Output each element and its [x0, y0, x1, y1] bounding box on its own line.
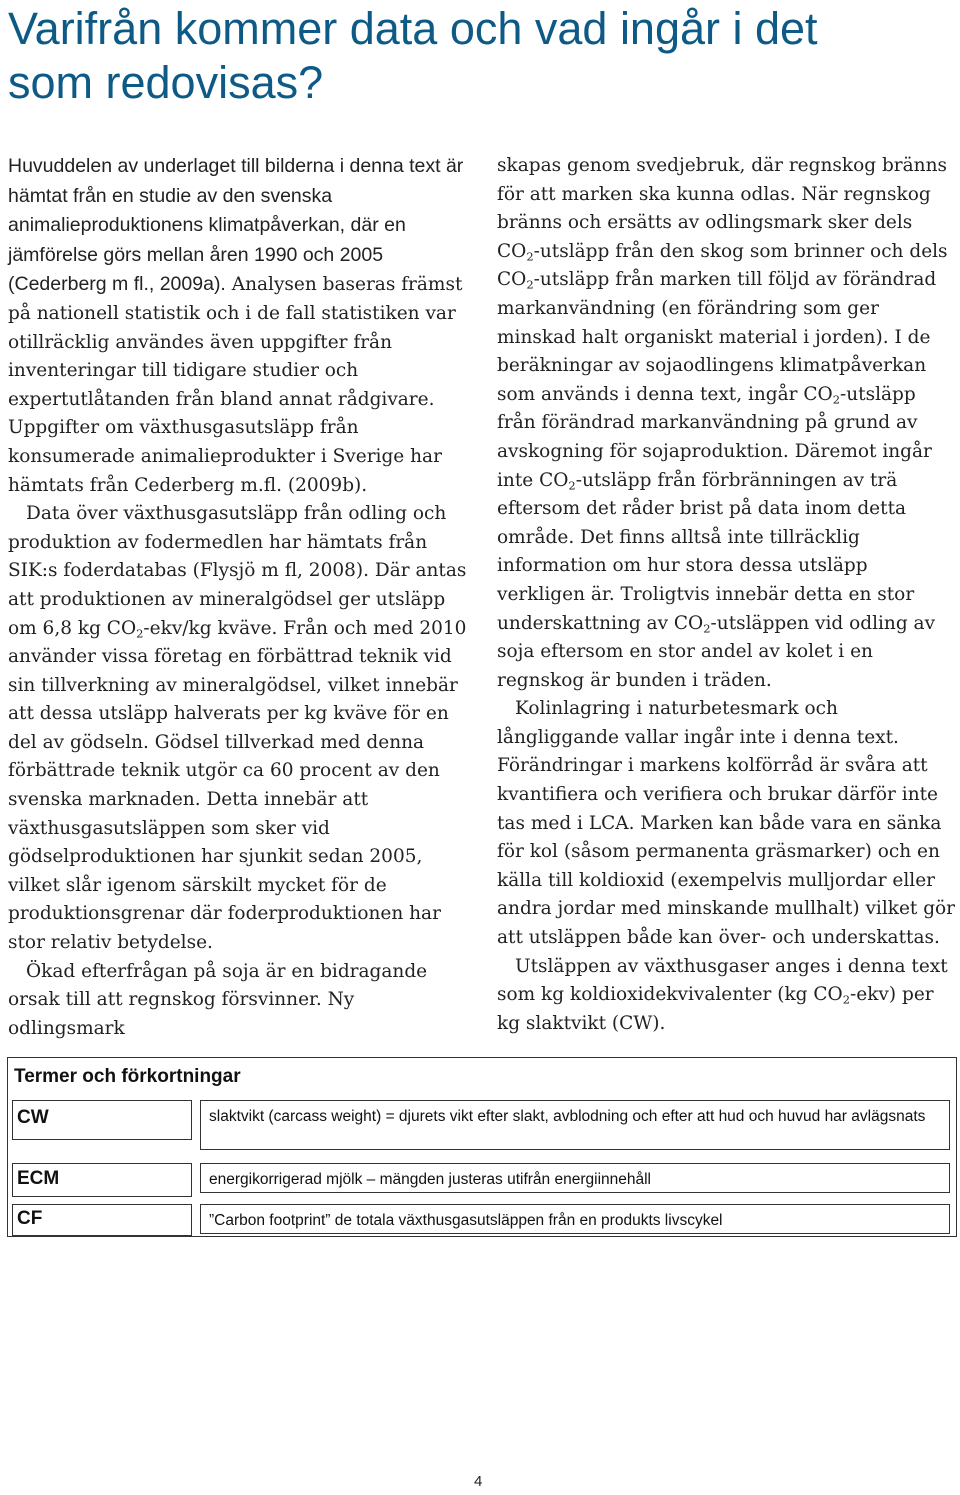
- soy-text-c: -utsläpp från marken till följd av förändrad markanvändning (en förändring som ger minskad halt organiskt material i jorden). I de beräkningar av sojaodlingens klimatpåverkan som används i denna text, ingår CO: [497, 269, 937, 405]
- co2-subscript: 2: [136, 625, 144, 640]
- feed-data-paragraph: [8, 500, 468, 958]
- soy-text-f: -utsläppen vid odling av soja eftersom en stor andel av kolet i en regnskog är bunden i träden.: [497, 612, 936, 691]
- intro-sans-text: Huvuddelen av underlaget till bilderna i denna text är hämtat från en studie av den svenska animalieproduktionens klimatpåverkan, där en jämförelse görs mellan åren 1990 och 2005 (Cederberg m fl., 2009a).: [8, 155, 464, 296]
- term-abbr-cw: CW: [12, 1100, 192, 1140]
- soy-text-a: skapas genom svedjebruk, där regnskog bränns för att marken ska kunna odlas. När regnskog bränns och ersätts av odlingsmark sker dels CO: [497, 155, 947, 262]
- terms-box: [7, 1057, 957, 1237]
- co2-subscript: 2: [703, 620, 711, 635]
- term-abbr-cf: CF: [12, 1204, 192, 1236]
- soy-paragraph-start: Ökad efterfrågan på soja är en bidragande orsak till att regnskog försvinner. Ny odlingsmark: [8, 960, 428, 1039]
- intro-serif-text: Analysen baseras främst på nationell statistik och i de fall statistiken var otillräcklig användes även uppgifter från inventeringar till tidigare studier och expertutlåtanden från bland annat rådgivare. Uppgifter om växthusgasutsläpp från konsumerade animalieprodukter i Sverige har hämtats från Cederberg m.fl. (2009b).: [8, 274, 463, 496]
- term-def-cw: slaktvikt (carcass weight) = djurets vikt efter slakt, avblodning och efter att hud och huvud har avlägsnats: [200, 1100, 950, 1150]
- feed-data-text-b: -ekv/kg kväve. Från och med 2010 använder vissa företag en förbättrad teknik vid sin tillverkning av mineralgödsel, vilket innebär att dessa utsläpp halverats per kg kväve för en del av gödseln. Gödsel tillverkad med denna förbättrade teknik utgör ca 60 procent av den svenska marknaden. Detta innebär att växthusgasutsläppen som sker vid gödselproduktionen har sjunkit sedan 2005, vilket slår igenom särskilt mycket för de produktionsgrenar där foderproduktionen har stor relativ betydelse.: [8, 617, 467, 954]
- page-title: Varifrån kommer data och vad ingår i det som redovisas?: [8, 3, 818, 108]
- term-def-ecm: energikorrigerad mjölk – mängden justeras utifrån energiinnehåll: [200, 1163, 950, 1193]
- right-column: [497, 152, 957, 1038]
- co2-subscript: 2: [526, 277, 534, 292]
- page-number: 4: [474, 1473, 483, 1490]
- co2-subscript: 2: [832, 392, 840, 407]
- soy-paragraph-continued: [497, 152, 957, 695]
- term-abbr-ecm: ECM: [12, 1163, 192, 1197]
- soy-text-e: -utsläpp från förbränningen av trä eftersom det råder brist på data inom detta område. Det finns alltså inte tillräcklig information om hur stora dessa utsläpp verkligen är. Troligtvis innebär detta en stor underskattning av CO: [497, 469, 915, 634]
- units-text-b: -ekv) per kg slaktvikt (CW).: [497, 984, 934, 1034]
- co2-subscript: 2: [526, 249, 534, 264]
- co2-subscript: 2: [568, 477, 576, 492]
- term-def-cf: ”Carbon footprint” de totala växthusgasutsläppen från en produkts livscykel: [200, 1204, 950, 1234]
- terms-heading: Termer och förkortningar: [14, 1066, 241, 1087]
- intro-paragraph: [8, 152, 468, 500]
- carbon-storage-paragraph: Kolinlagring i naturbetesmark och långliggande vallar ingår inte i denna text. Förändringar i markens kolförråd är svåra att kvantifiera och verifiera och brukar därför inte tas med i LCA. Marken kan både vara en sänka för kol (såsom permanenta gräsmarker) och en källa till koldioxid (exempelvis mulljordar eller andra jordar med minskande mullhalt) vilket gör att utsläppen både kan över- och underskattas.: [497, 698, 956, 949]
- feed-data-text-a: Data över växthusgasutsläpp från odling och produktion av fodermedlen har hämtats från SIK:s foderdatabas (Flysjö m fl, 2008). Där antas att produktionen av mineralgödsel ger utsläpp om 6,8 kg CO: [8, 503, 467, 639]
- units-text-a: Utsläppen av växthusgaser anges i denna text som kg koldioxidekvivalenter (kg CO: [497, 955, 948, 1006]
- left-column: [8, 152, 468, 1043]
- co2-subscript: 2: [842, 992, 851, 1007]
- soy-text-b: -utsläpp från den skog som brinner och dels CO: [497, 240, 948, 291]
- units-paragraph: [497, 953, 957, 1039]
- soy-text-d: -utsläpp från förändrad markanvändning på grund av avskogning för sojaproduktion. Däremot ingår inte CO: [497, 383, 932, 491]
